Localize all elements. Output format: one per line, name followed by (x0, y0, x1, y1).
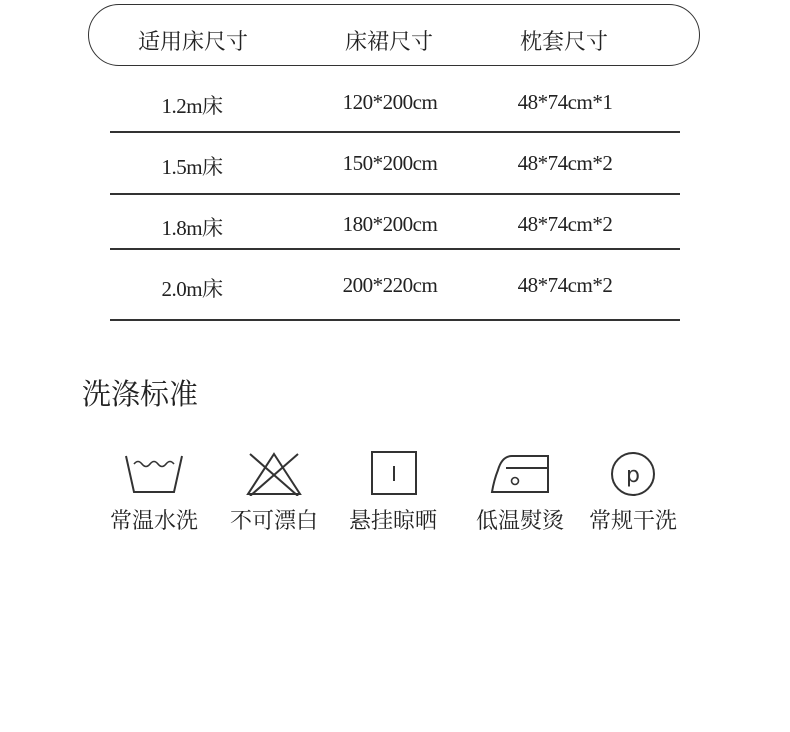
dry-clean-p-icon (601, 450, 665, 496)
care-label: 悬挂晾晒 (348, 508, 437, 533)
care-label: 低温熨烫 (475, 508, 564, 533)
no-bleach-icon (242, 450, 306, 496)
row-divider (110, 131, 680, 133)
table-row (0, 151, 790, 211)
table-header (88, 4, 700, 66)
row-divider (110, 319, 680, 321)
care-item-dry-clean (578, 450, 688, 535)
wash-standard-title: 洗涤标准 (82, 379, 199, 411)
care-item-low-iron (465, 450, 575, 535)
row-divider (110, 193, 680, 195)
skirt-size-cell: 150*200cm (342, 151, 438, 175)
bed-size-cell: 1.8m床 (161, 216, 223, 240)
care-label: 常规干洗 (588, 508, 677, 533)
bed-size-cell: 1.5m床 (161, 155, 223, 179)
skirt-size-cell: 120*200cm (342, 90, 438, 114)
care-label: 不可漂白 (229, 508, 318, 533)
bed-size-cell: 2.0m床 (161, 277, 223, 301)
care-item-line-dry (338, 450, 448, 535)
iron-low-icon (488, 450, 552, 496)
table-row (0, 273, 790, 333)
table-row (0, 212, 790, 272)
header-pillowcase-size: 枕套尺寸 (519, 29, 608, 54)
pillowcase-size-cell: 48*74cm*1 (517, 90, 613, 114)
care-item-normal-wash (99, 450, 209, 535)
care-label: 常温水洗 (109, 508, 198, 533)
wash-basin-icon (122, 450, 186, 496)
pillowcase-size-cell: 48*74cm*2 (517, 212, 613, 236)
line-dry-icon (361, 450, 425, 496)
bed-size-cell: 1.2m床 (161, 94, 223, 118)
row-divider (110, 248, 680, 250)
svg-text:p: p (626, 463, 640, 488)
care-item-no-bleach (219, 450, 329, 535)
header-bed-skirt-size: 床裙尺寸 (344, 29, 433, 54)
pillowcase-size-cell: 48*74cm*2 (517, 273, 613, 297)
skirt-size-cell: 200*220cm (342, 273, 438, 297)
pillowcase-size-cell: 48*74cm*2 (517, 151, 613, 175)
header-bed-size: 适用床尺寸 (137, 29, 248, 54)
table-row (0, 90, 790, 150)
skirt-size-cell: 180*200cm (342, 212, 438, 236)
